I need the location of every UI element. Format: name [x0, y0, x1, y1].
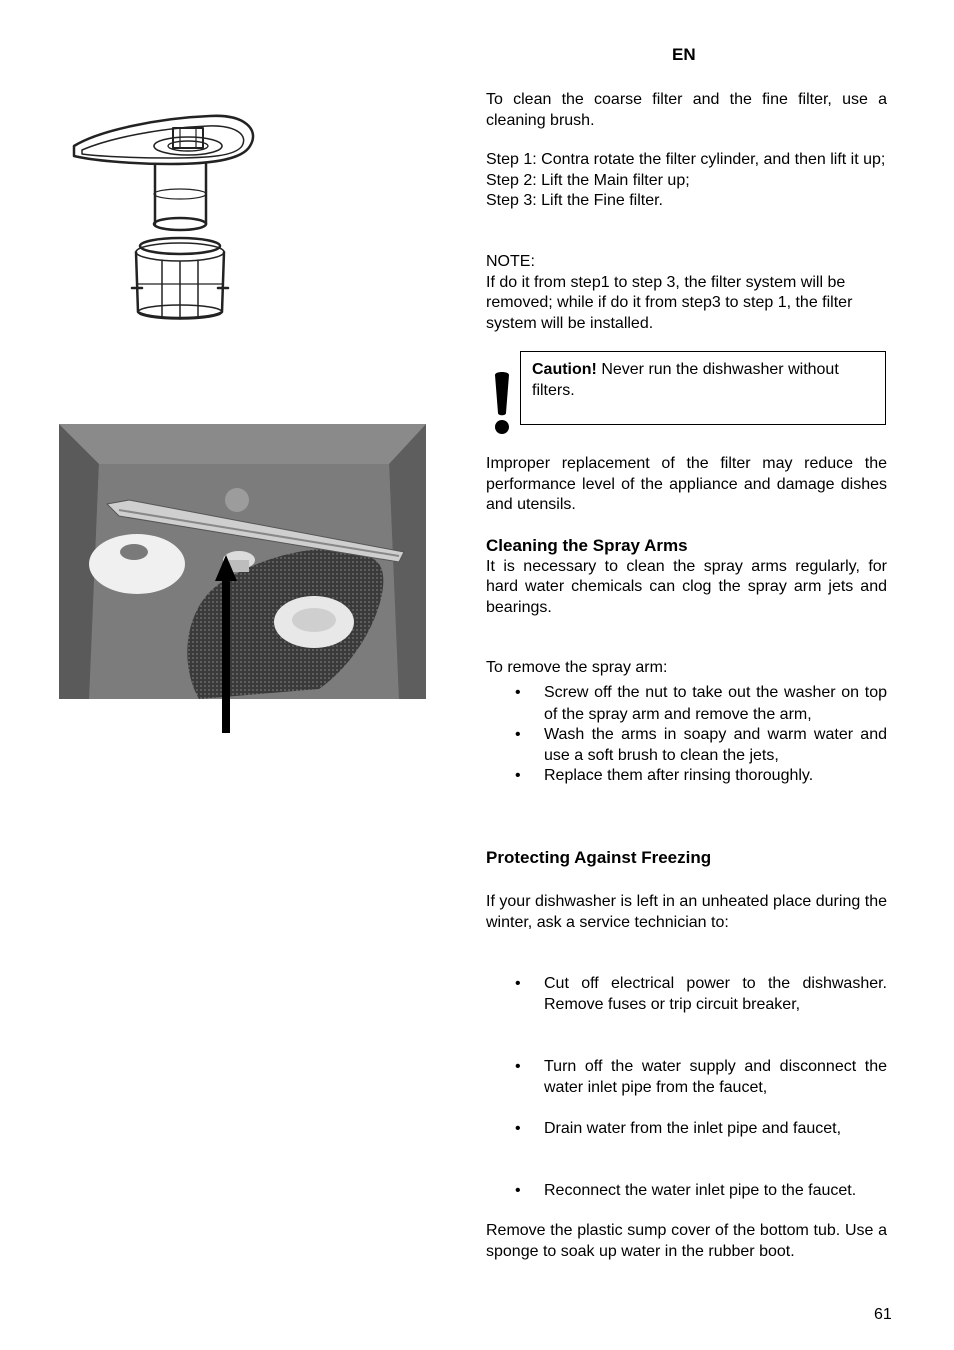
- note-block: [486, 252, 887, 334]
- freezing-heading: Protecting Against Freezing: [486, 848, 712, 867]
- exclamation-icon: [492, 371, 512, 435]
- list-item: • Drain water from the inlet pipe and faucet,: [486, 1119, 887, 1140]
- dishwasher-spray-arm-photo: [59, 424, 426, 699]
- steps-list: [486, 150, 887, 212]
- step-item: Step 3: Lift the Fine filter.: [486, 192, 663, 209]
- closing-text: Remove the plastic sump cover of the bottom tub. Use a sponge to soak up water in the rubber boot.: [486, 1222, 887, 1260]
- intro-text: To clean the coarse filter and the fine filter, use a cleaning brush.: [486, 91, 887, 129]
- list-item: • Replace them after rinsing thoroughly.: [486, 766, 887, 787]
- step-item: Step 2: Lift the Main filter up;: [486, 171, 690, 189]
- step-item: Step 1: Contra rotate the filter cylinder, and then lift it up;: [486, 151, 886, 168]
- page-number: 61: [874, 1306, 892, 1323]
- freezing-text: If your dishwasher is left in an unheated place during the winter, ask a service technician to:: [486, 893, 887, 931]
- spray-arms-text: It is necessary to clean the spray arms regularly, for hard water chemicals can clog the spray arm jets and bearings.: [486, 557, 887, 616]
- caution-box: [520, 351, 886, 425]
- note-text: If do it from step1 to step 3, the filter system will be removed; while if do it from step3 to step 1, the filter system will be installed.: [486, 273, 853, 332]
- arrow-up-icon: [213, 555, 239, 735]
- spray-arms-heading: Cleaning the Spray Arms: [486, 536, 688, 555]
- language-label: EN: [672, 45, 696, 64]
- list-item: • Turn off the water supply and disconnect the water inlet pipe from the faucet,: [486, 1057, 887, 1098]
- filter-assembly-illustration: [70, 112, 260, 327]
- note-title: NOTE:: [486, 253, 535, 270]
- list-item: • Wash the arms in soapy and warm water and use a soft brush to clean the jets,: [486, 725, 887, 766]
- spray-arms-section: [486, 536, 887, 618]
- spray-arm-bullets: [486, 682, 887, 787]
- caution-text: Never run the dishwasher without filters.: [532, 361, 839, 399]
- caution-label: Caution!: [532, 361, 597, 378]
- remove-intro: To remove the spray arm:: [486, 659, 668, 676]
- list-item: • Reconnect the water inlet pipe to the faucet.: [486, 1181, 887, 1202]
- warning-text: Improper replacement of the filter may reduce the performance level of the appliance and damage dishes and utensils.: [486, 455, 887, 513]
- list-item: • Cut off electrical power to the dishwasher. Remove fuses or trip circuit breaker,: [486, 974, 887, 1015]
- list-item: • Screw off the nut to take out the washer on top of the spray arm and remove the arm,: [486, 682, 887, 725]
